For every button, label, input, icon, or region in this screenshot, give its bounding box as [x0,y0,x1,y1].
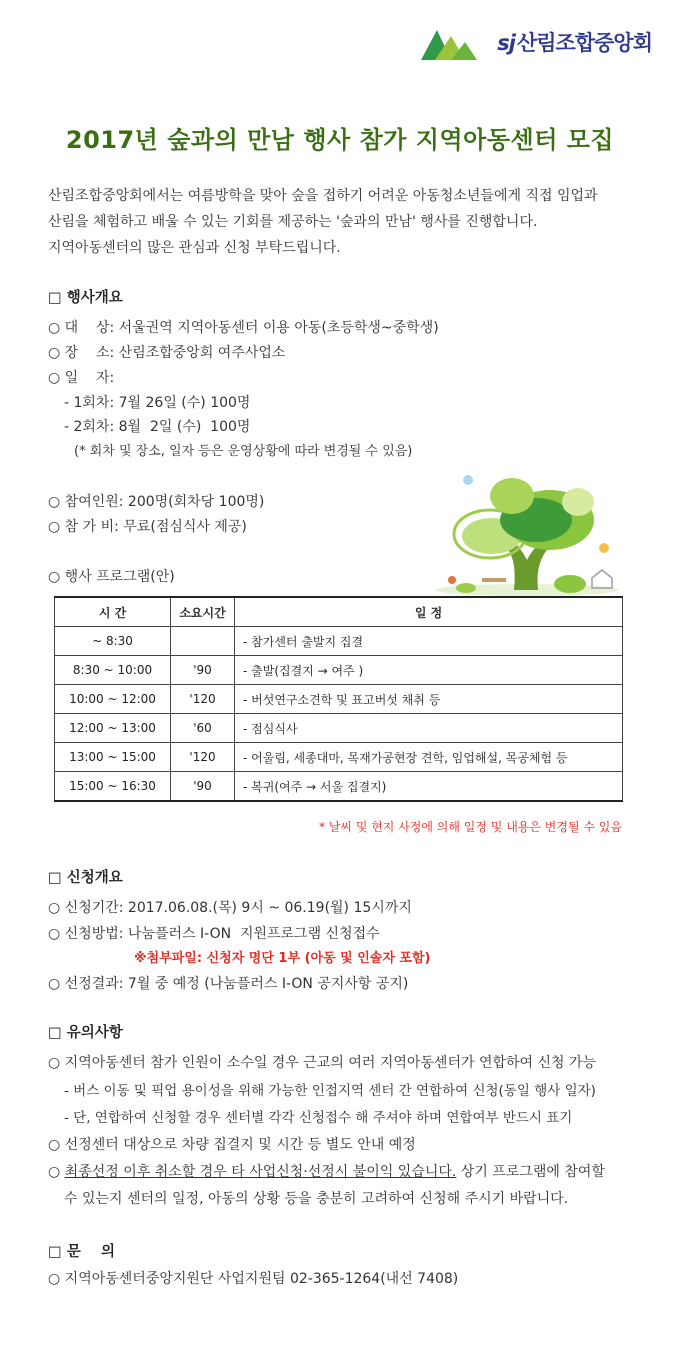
overview-round2: - 2회차: 8월 2일 (수) 100명 [64,419,251,435]
table-row [55,743,623,772]
header-duration: 소요시간 [171,597,235,627]
table-row [55,627,623,656]
overview-target: ○ 대 상: 서울권역 지역아동센터 이용 아동(초등학생~중학생) [48,320,439,336]
overview-round1: - 1회차: 7월 26일 (수) 100명 [64,395,251,411]
contact-line: ○ 지역아동센터중앙지원단 사업지원팀 02-365-1264(내선 7408) [48,1271,459,1287]
cell-duration: '120 [171,743,235,772]
notes-item-3-prefix: ○ [48,1164,65,1180]
overview-date: ○ 일 자: [48,370,115,386]
cell-duration: '90 [171,772,235,802]
intro-paragraph [48,183,648,261]
cell-schedule: - 버섯연구소견학 및 표고버섯 채취 등 [235,685,623,714]
notes-item-2: ○ 선정센터 대상으로 차량 집결지 및 시간 등 별도 안내 예정 [48,1137,416,1153]
table-row [55,772,623,802]
cell-schedule: - 어울림, 세종대마, 목재가공현장 견학, 임업해설, 목공체험 등 [235,743,623,772]
schedule-note: * 날씨 및 현지 사정에 의해 일정 및 내용은 변경될 수 있음 [319,820,622,834]
schedule-table [54,596,623,802]
cell-schedule: - 참가센터 출발지 집결 [235,627,623,656]
cell-time: ~ 8:30 [55,627,171,656]
intro-line: 산림을 체험하고 배울 수 있는 기회를 제공하는 '숲과의 만남' 행사를 진행합니다. [48,214,538,230]
header-schedule: 일 정 [235,597,623,627]
overview-place: ○ 장 소: 산림조합중앙회 여주사업소 [48,345,286,361]
header-time: 시 간 [55,597,171,627]
cell-time: 13:00 ~ 15:00 [55,743,171,772]
contact-heading: □ 문 의 [48,1244,115,1260]
notes-item-1b: - 단, 연합하여 신청할 경우 센터별 각각 신청접수 해 주셔야 하며 연합여부 반드시 표기 [64,1110,573,1126]
cell-duration: '120 [171,685,235,714]
notes-heading: □ 유의사항 [48,1025,123,1041]
program-heading: ○ 행사 프로그램(안) [48,569,175,585]
application-attachment: ※첨부파일: 신청자 명단 1부 (아동 및 인솔자 포함) [134,951,431,966]
table-header-row [55,597,623,627]
cell-time: 10:00 ~ 12:00 [55,685,171,714]
application-method: ○ 신청방법: 나눔플러스 I-ON 지원프로그램 신청접수 [48,926,380,942]
cell-schedule: - 복귀(여주 → 서울 집결지) [235,772,623,802]
table-row [55,685,623,714]
intro-line: 지역아동센터의 많은 관심과 신청 부탁드립니다. [48,240,341,256]
tree-illustration-icon [432,462,622,597]
application-heading: □ 신청개요 [48,870,123,886]
cell-time: 15:00 ~ 16:30 [55,772,171,802]
cell-duration: '60 [171,714,235,743]
notes-item-1: ○ 지역아동센터 참가 인원이 소수일 경우 근교의 여러 지역아동센터가 연합하여 신청 가능 [48,1055,597,1071]
application-result: ○ 선정결과: 7월 중 예정 (나눔플러스 I-ON 공지사항 공지) [48,976,409,992]
notes-item-3-warning: 최종선정 이후 취소할 경우 타 사업신청·선정시 불이익 있습니다. [64,1164,457,1180]
overview-participants: ○ 참여인원: 200명(회차당 100명) [48,494,265,510]
table-row [55,714,623,743]
overview-date-note: (* 회차 및 장소, 일자 등은 운영상황에 따라 변경될 수 있음) [74,444,413,459]
logo-name: 산림조합중앙회 [516,31,652,55]
cell-schedule: - 점심식사 [235,714,623,743]
logo-sj: sj [497,31,515,55]
cell-time: 12:00 ~ 13:00 [55,714,171,743]
mountain-logo-icon [421,22,493,62]
cell-duration: '90 [171,656,235,685]
cell-schedule: - 출발(집결지 → 여주 ) [235,656,623,685]
cell-duration [171,627,235,656]
page-title: 2017년 숲과의 만남 행사 참가 지역아동센터 모집 [65,126,615,154]
notes-item-3-rest: 상기 프로그램에 참여할 [456,1164,605,1180]
notes-item-3 [48,1161,605,1181]
notes-item-1a: - 버스 이동 및 픽업 용이성을 위해 가능한 인접지역 센터 간 연합하여 신청(동일 행사 일자) [64,1083,596,1099]
overview-fee: ○ 참 가 비: 무료(점심식사 제공) [48,519,247,535]
table-row [55,656,623,685]
notes-item-3-cont: 수 있는지 센터의 일정, 아동의 상황 등을 충분히 고려하여 신청해 주시기 바랍니다. [64,1191,569,1207]
cell-time: 8:30 ~ 10:00 [55,656,171,685]
logo-text [497,27,652,57]
overview-heading: □ 행사개요 [48,290,123,306]
intro-line: 산림조합중앙회에서는 여름방학을 맞아 숲을 접하기 어려운 아동청소년들에게 직접 임업과 [48,188,598,204]
application-period: ○ 신청기간: 2017.06.08.(목) 9시 ~ 06.19(월) 15시까지 [48,900,412,916]
logo [421,20,652,64]
